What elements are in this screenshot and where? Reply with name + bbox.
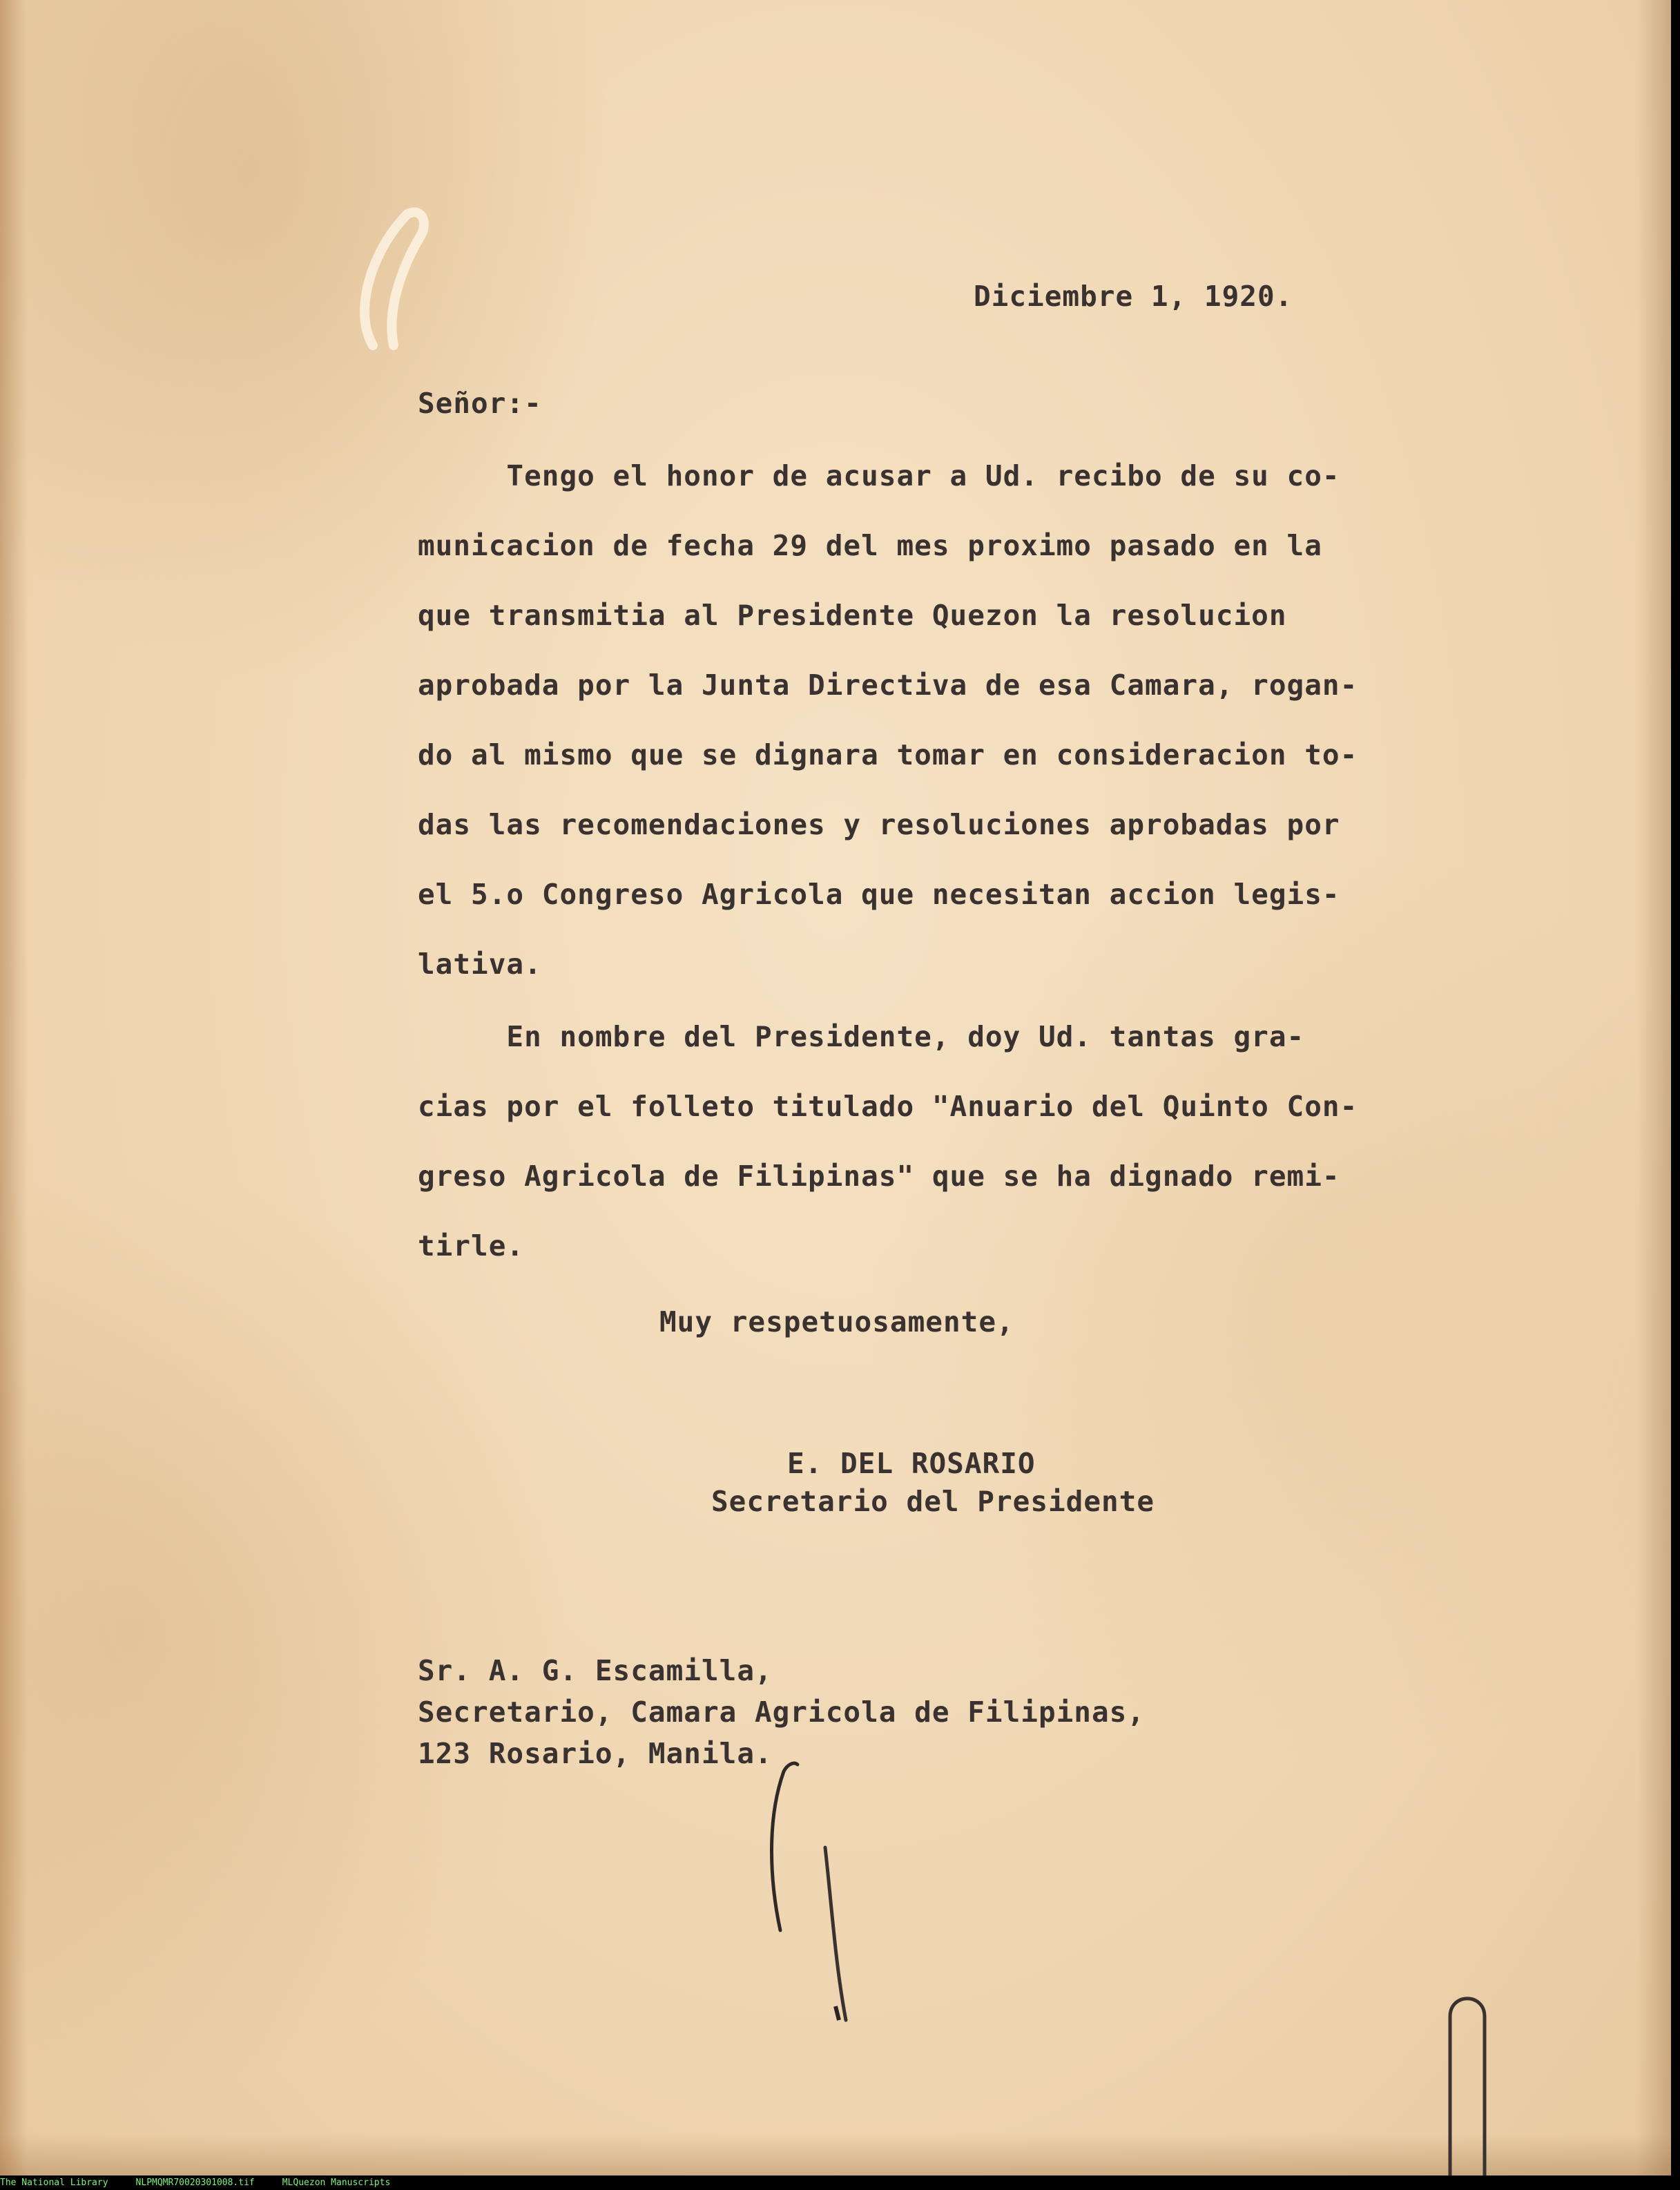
footer-institution: The National Library [0, 2178, 108, 2188]
paragraph-line: el 5.o Congreso Agricola que necesitan accion legis- [418, 878, 1340, 911]
address-line: 123 Rosario, Manila. [418, 1737, 773, 1770]
signature-name: E. DEL ROSARIO [787, 1447, 1036, 1480]
paragraph-line: cias por el folleto titulado "Anuario del Quinto Con- [418, 1090, 1358, 1123]
address-line: Sr. A. G. Escamilla, [418, 1654, 773, 1687]
paragraph-line: tirle. [418, 1229, 525, 1262]
paper-edge-shadow [0, 0, 28, 2175]
paper-edge-shadow [1636, 0, 1671, 2175]
paragraph-line: aprobada por la Junta Directiva de esa Camara, rogan- [418, 669, 1358, 702]
paragraph-line: En nombre del Presidente, doy Ud. tantas gra- [418, 1020, 1305, 1053]
paperclip-icon [1436, 1975, 1498, 2175]
paperclip-stain-icon [345, 207, 442, 359]
paperclip-mark-icon [749, 1758, 887, 2034]
paragraph-line: greso Agricola de Filipinas" que se ha dignado remi- [418, 1160, 1340, 1193]
signature-title: Secretario del Presidente [711, 1485, 1155, 1518]
paragraph-line: das las recomendaciones y resoluciones aprobadas por [418, 808, 1340, 841]
paragraph-line: do al mismo que se dignara tomar en consideracion to- [418, 738, 1358, 771]
letter-salutation: Señor:- [418, 387, 542, 420]
paragraph-line: lativa. [418, 948, 542, 981]
paragraph-line: que transmitia al Presidente Quezon la resolucion [418, 599, 1287, 632]
paragraph-line: municacion de fecha 29 del mes proximo pasado en la [418, 529, 1322, 562]
address-line: Secretario, Camara Agricola de Filipinas, [418, 1696, 1146, 1729]
footer-file: NLPMQMR70020301008.tif [135, 2178, 255, 2188]
footer-collection: MLQuezon Manuscripts [282, 2178, 391, 2188]
letter-date: Diciembre 1, 1920. [974, 280, 1293, 313]
letter-closing: Muy respetuosamente, [659, 1305, 1014, 1338]
paper-edge-shadow [0, 2134, 1671, 2175]
paragraph-line: Tengo el honor de acusar a Ud. recibo de su co- [418, 459, 1340, 492]
scan-footer [0, 2175, 1680, 2190]
